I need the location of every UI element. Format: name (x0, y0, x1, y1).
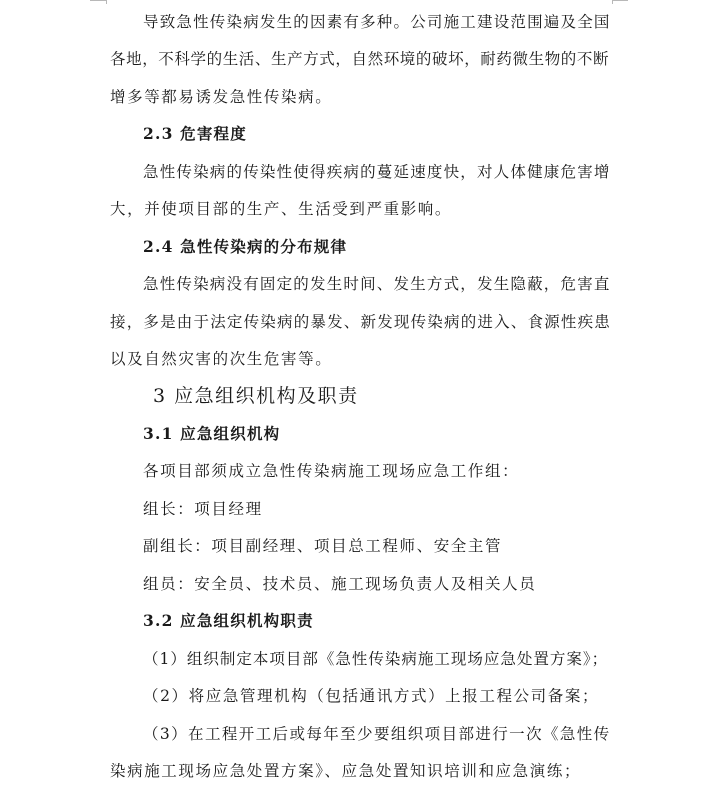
list-item-3-line-2: 染病施工现场应急处置方案》、应急处置知识培训和应急演练； (110, 762, 582, 780)
paragraph-team-leader: 组长：项目经理 (143, 500, 263, 518)
list-item-1: （1）组织制定本项目部《急性传染病施工现场应急处置方案》； (143, 650, 609, 668)
chapter-heading-3: 3 应急组织机构及职责 (153, 385, 359, 407)
page-corner-mark-left-vertical (106, 0, 107, 4)
list-item-2: （2）将应急管理机构（包括通讯方式）上报工程公司备案； (143, 687, 600, 705)
page-corner-mark-left (90, 0, 106, 1)
paragraph-distribution-line-3: 以及自然灾害的次生危害等。 (110, 350, 333, 368)
paragraph-harm-line-2: 大，并使项目部的生产、生活受到严重影响。 (110, 200, 453, 218)
section-heading-3-2: 3.2 应急组织机构职责 (143, 611, 314, 630)
section-heading-3-1: 3.1 应急组织机构 (143, 424, 281, 443)
paragraph-distribution-line-1: 急性传染病没有固定的发生时间、发生方式，发生隐蔽，危害直 (143, 275, 611, 293)
paragraph-team-intro: 各项目部须成立急性传染病施工现场应急工作组： (143, 462, 520, 480)
section-heading-2-3: 2.3 危害程度 (143, 124, 247, 143)
paragraph-causes-line-3: 增多等都易诱发急性传染病。 (110, 88, 333, 106)
page-corner-mark-right-vertical (612, 0, 613, 4)
section-heading-2-4: 2.4 急性传染病的分布规律 (143, 237, 348, 256)
paragraph-deputy-leader: 副组长：项目副经理、项目总工程师、安全主管 (143, 537, 503, 555)
paragraph-distribution-line-2: 接，多是由于法定传染病的暴发、新发现传染病的进入、食源性疾患 (110, 313, 612, 331)
paragraph-causes-line-1: 导致急性传染病发生的因素有多种。公司施工建设范围遍及全国 (143, 13, 611, 31)
list-item-3-line-1: （3）在工程开工后或每年至少要组织项目部进行一次《急性传 (143, 725, 611, 743)
paragraph-harm-line-1: 急性传染病的传染性使得疾病的蔓延速度快，对人体健康危害增 (143, 163, 611, 181)
page-corner-mark-right (612, 0, 628, 1)
paragraph-team-members: 组员：安全员、技术员、施工现场负责人及相关人员 (143, 575, 537, 593)
paragraph-causes-line-2: 各地，不科学的生活、生产方式，自然环境的破坏，耐药微生物的不断 (110, 50, 610, 68)
